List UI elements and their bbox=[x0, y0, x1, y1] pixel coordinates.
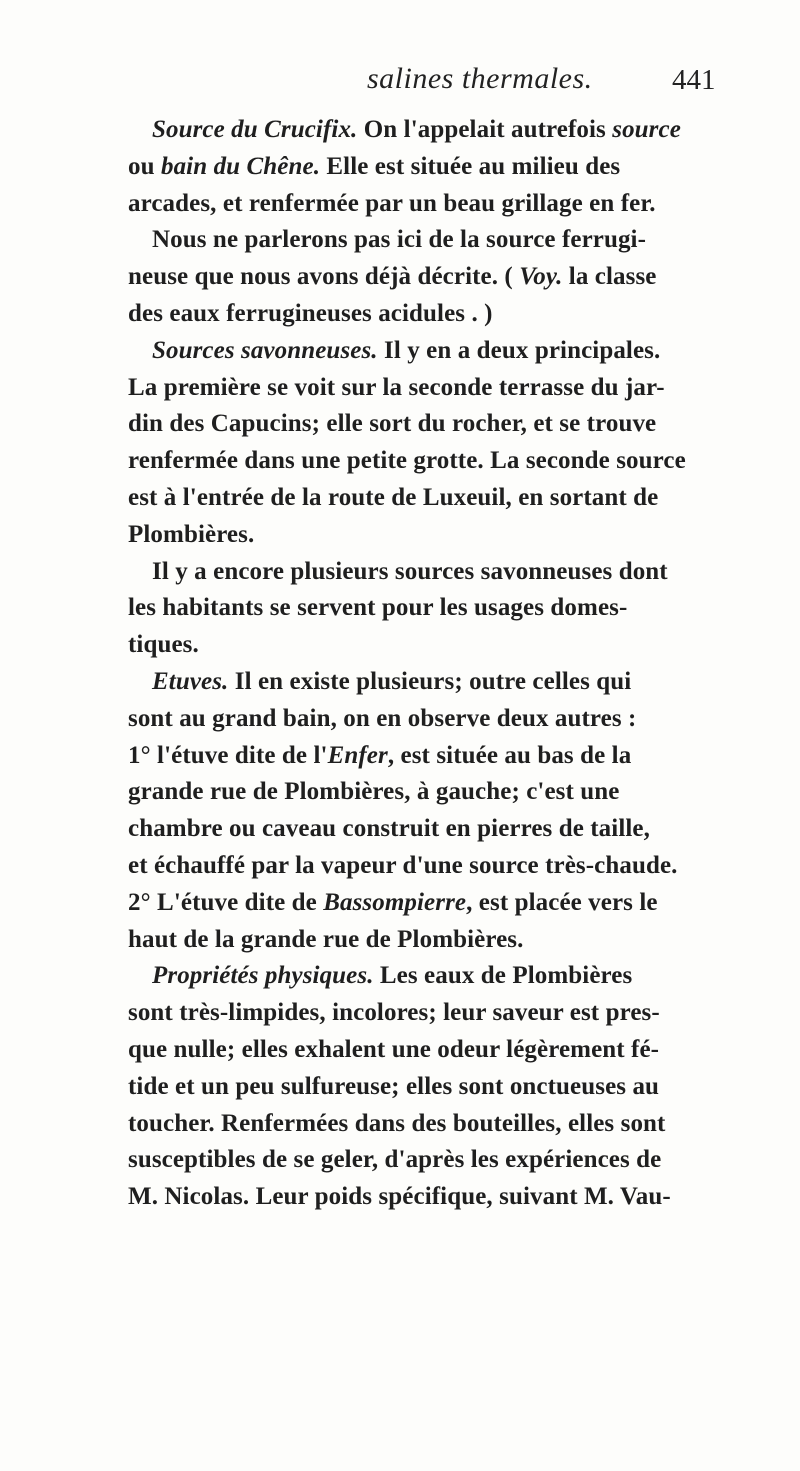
text-line bbox=[128, 1106, 768, 1143]
text-line bbox=[128, 664, 768, 701]
text-segment: Les eaux de Plombières bbox=[373, 962, 633, 990]
text-line bbox=[128, 1032, 768, 1069]
emphasized-text: Sources savonneuses. bbox=[152, 336, 378, 364]
text-line bbox=[128, 406, 768, 443]
emphasized-text: Voy. bbox=[519, 263, 563, 291]
running-title: salines thermales. bbox=[367, 62, 593, 95]
text-segment: arcades, et renfermée par un beau grillage en fer. bbox=[128, 189, 656, 217]
text-segment: sont très-limpides, incolores; leur saveur est pres- bbox=[128, 999, 660, 1027]
body-text bbox=[128, 112, 768, 1216]
text-segment: Elle est située au milieu des bbox=[320, 152, 621, 180]
text-segment: M. Nicolas. Leur poids spécifique, suivant M. Vau- bbox=[128, 1183, 671, 1211]
text-line bbox=[128, 701, 768, 738]
emphasized-text: Bassompierre bbox=[323, 888, 467, 916]
text-line bbox=[128, 112, 768, 149]
text-line bbox=[128, 922, 768, 959]
text-segment: grande rue de Plombières, à gauche; c'est une bbox=[128, 778, 620, 806]
text-line bbox=[128, 186, 768, 223]
text-segment: tiques. bbox=[128, 631, 199, 659]
emphasized-text: Enfer bbox=[327, 741, 388, 769]
text-segment: la classe bbox=[562, 263, 657, 291]
paragraph bbox=[128, 333, 768, 664]
text-segment: Il y a encore plusieurs sources savonneuses dont bbox=[152, 557, 668, 585]
text-segment: , est placée vers le bbox=[466, 888, 658, 916]
text-line bbox=[128, 590, 768, 627]
text-line bbox=[128, 885, 768, 922]
text-line bbox=[128, 149, 768, 186]
text-segment: On l'appelait autrefois bbox=[357, 116, 613, 143]
page-number: 441 bbox=[672, 64, 716, 96]
text-line bbox=[128, 811, 768, 848]
text-segment: Il y en a deux principales. bbox=[377, 336, 661, 364]
text-segment: Plombières. bbox=[128, 520, 255, 548]
text-segment: les habitants se servent pour les usages domes- bbox=[128, 594, 628, 622]
text-segment: Nous ne parlerons pas ici de la source ferrugi- bbox=[152, 226, 647, 254]
text-segment: din des Capucins; elle sort du rocher, et se trouve bbox=[128, 410, 657, 438]
paragraph bbox=[128, 112, 768, 333]
emphasized-text: Source du Crucifix. bbox=[152, 116, 358, 143]
paragraph bbox=[128, 664, 768, 958]
text-line bbox=[128, 296, 768, 333]
page-header bbox=[0, 62, 800, 102]
text-segment: renfermée dans une petite grotte. La seconde source bbox=[128, 447, 686, 475]
text-line bbox=[128, 958, 768, 995]
text-line bbox=[128, 480, 768, 517]
text-line bbox=[128, 1179, 768, 1216]
text-line bbox=[128, 738, 768, 775]
text-segment: haut de la grande rue de Plombières. bbox=[128, 925, 524, 953]
emphasized-text: source bbox=[612, 116, 681, 143]
text-line bbox=[128, 1069, 768, 1106]
text-segment: sont au grand bain, on en observe deux autres : bbox=[128, 704, 637, 732]
text-segment: que nulle; elles exhalent une odeur légèrement fé- bbox=[128, 1035, 660, 1063]
text-segment: ou bbox=[128, 152, 161, 180]
text-line bbox=[128, 627, 768, 664]
text-segment: chambre ou caveau construit en pierres de taille, bbox=[128, 815, 650, 843]
text-segment: susceptibles de se geler, d'après les expériences de bbox=[128, 1146, 662, 1174]
text-line bbox=[128, 774, 768, 811]
text-segment: et échauffé par la vapeur d'une source très-chaude. bbox=[128, 851, 678, 879]
text-segment: neuse que nous avons déjà décrite. ( bbox=[128, 263, 520, 291]
text-line bbox=[128, 222, 768, 259]
text-segment: Il en existe plusieurs; outre celles qui bbox=[228, 667, 632, 695]
text-line bbox=[128, 848, 768, 885]
text-line bbox=[128, 443, 768, 480]
text-segment: est à l'entrée de la route de Luxeuil, en sortant de bbox=[128, 483, 659, 511]
text-line bbox=[128, 370, 768, 407]
text-segment: , est située au bas de la bbox=[387, 741, 632, 769]
text-segment: des eaux ferrugineuses acidules . ) bbox=[128, 299, 493, 327]
text-segment: toucher. Renfermées dans des bouteilles, elles sont bbox=[128, 1109, 666, 1137]
text-line bbox=[128, 995, 768, 1032]
text-line bbox=[128, 554, 768, 591]
text-line bbox=[128, 517, 768, 554]
text-segment: La première se voit sur la seconde terrasse du jar- bbox=[128, 373, 665, 401]
text-segment: tide et un peu sulfureuse; elles sont onctueuses au bbox=[128, 1072, 660, 1100]
text-line bbox=[128, 333, 768, 370]
emphasized-text: Propriétés physiques. bbox=[152, 962, 374, 990]
emphasized-text: Etuves. bbox=[152, 667, 229, 695]
text-segment: 1° l'étuve dite de l' bbox=[128, 741, 328, 769]
paragraph bbox=[128, 958, 768, 1216]
emphasized-text: bain du Chêne. bbox=[160, 152, 321, 180]
text-line bbox=[128, 1142, 768, 1179]
text-line bbox=[128, 259, 768, 296]
text-segment: 2° L'étuve dite de bbox=[128, 888, 324, 916]
